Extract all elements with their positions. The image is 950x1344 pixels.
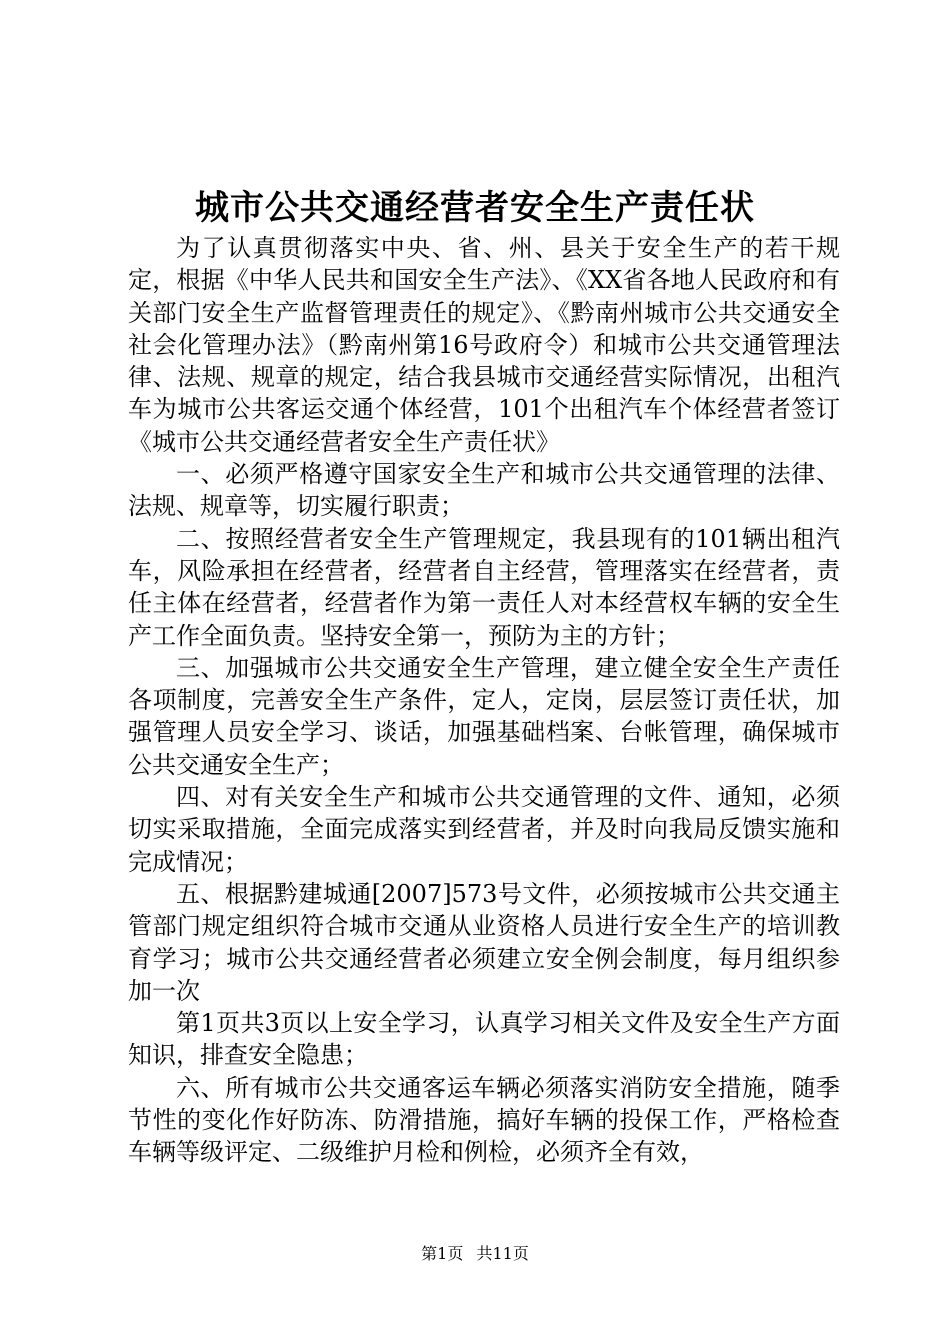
paragraph-clause-3: 三、加强城市公共交通安全生产管理，建立健全安全生产责任各项制度，完善安全生产条件，定人，定岗，层层签订责任状，加强管理人员安全学习、谈话，加强基础档案、台帐管理，确保城市公共交通安全生产； xyxy=(128,653,840,779)
paragraph-clause-5-continued: 第1页共3页以上安全学习，认真学习相关文件及安全生产方面知识，排查安全隐患； xyxy=(128,1009,840,1070)
paragraph-clause-1: 一、必须严格遵守国家安全生产和城市公共交通管理的法律、法规、规章等，切实履行职责； xyxy=(128,460,840,521)
page-total: 共11页 xyxy=(476,1244,529,1263)
paragraph-clause-4: 四、对有关安全生产和城市公共交通管理的文件、通知，必须切实采取措施，全面完成落实到经营者，并及时向我局反馈实施和完成情况； xyxy=(128,783,840,876)
paragraph-clause-2: 二、按照经营者安全生产管理规定，我县现有的101辆出租汽车，风险承担在经营者，经营者自主经营，管理落实在经营者，责任主体在经营者，经营者作为第一责任人对本经营权车辆的安全生产工作全面负责。坚持安全第一，预防为主的方针； xyxy=(128,524,840,650)
page-number: 第1页 xyxy=(421,1244,464,1263)
paragraph-clause-5: 五、根据黔建城通[2007]573号文件，必须按城市公共交通主管部门规定组织符合城市交通从业资格人员进行安全生产的培训教育学习；城市公共交通经营者必须建立安全例会制度，每月组织参加一次 xyxy=(128,879,840,1005)
paragraph-intro: 为了认真贯彻落实中央、省、州、县关于安全生产的若干规定，根据《中华人民共和国安全生产法》、《XX省各地人民政府和有关部门安全生产监督管理责任的规定》、《黔南州城市公共交通安全社会化管理办法》（黔南州第16号政府令）和城市公共交通管理法律、法规、规章的规定，结合我县城市交通经营实际情况，出租汽车为城市公共客运交通个体经营，101个出租汽车个体经营者签订《城市公共交通经营者安全生产责任状》 xyxy=(128,234,840,456)
paragraph-clause-6: 六、所有城市公共交通客运车辆必须落实消防安全措施，随季节性的变化作好防冻、防滑措施，搞好车辆的投保工作，严格检查车辆等级评定、二级维护月检和例检，必须齐全有效， xyxy=(128,1073,840,1167)
document-title: 城市公共交通经营者安全生产责任状 xyxy=(195,188,755,228)
page-footer xyxy=(0,1244,950,1264)
document-body xyxy=(128,232,840,1169)
